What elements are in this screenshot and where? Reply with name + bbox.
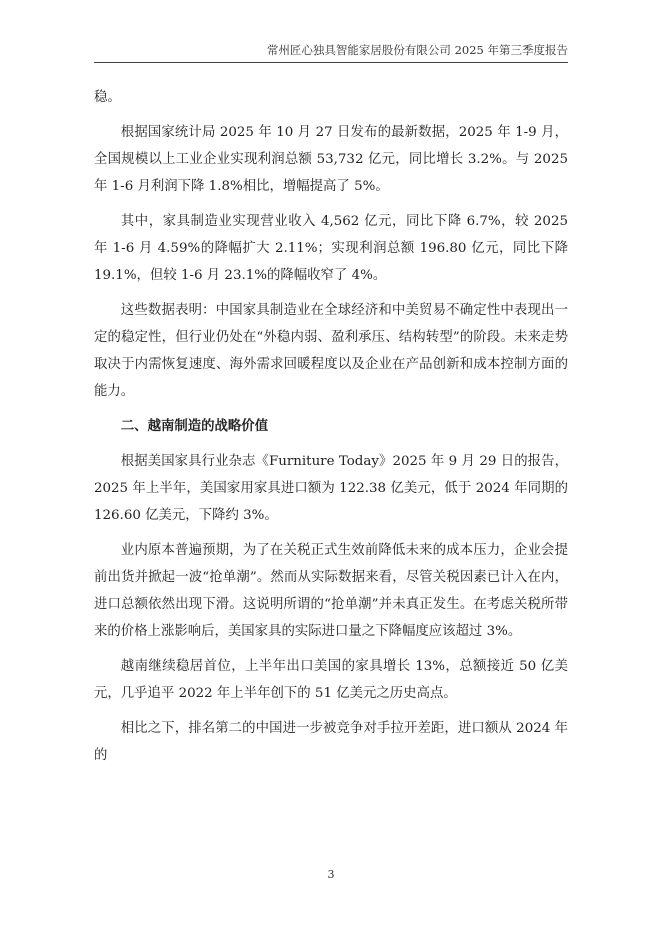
page-number: 3	[327, 868, 335, 881]
paragraph-industrial-profits: 根据国家统计局 2025 年 10 月 27 日发布的最新数据，2025 年 1-9 月，全国规模以上工业企业实现利润总额 53,732 亿元，同比增长 3.2%。与 2025 年 1-6 月利润下降 1.8%相比，增幅提高了 5%。	[94, 125, 568, 194]
paragraph-data-conclusion: 这些数据表明：中国家具制造业在全球经济和中美贸易不确定性中表现出一定的稳定性，但行业仍处在“外稳内弱、盈利承压、结构转型”的阶段。未来走势取决于内需恢复速度、海外需求回暖程度以及企业在产品创新和成本控制方面的能力。	[94, 303, 568, 399]
paragraph-vietnam-exports: 越南继续稳居首位，上半年出口美国的家具增长 13%，总额接近 50 亿美元，几乎追平 2022 年上半年创下的 51 亿美元之历史高点。	[94, 659, 568, 701]
page-header: 常州匠心独具智能家居股份有限公司 2025 年第三季度报告	[94, 42, 568, 63]
paragraph-us-imports: 根据美国家具行业杂志《Furniture Today》2025 年 9 月 29 日的报告，2025 年上半年，美国家用家具进口额为 122.38 亿美元，低于 2024 年同期的 126.60 亿美元，下降约 3%。	[94, 454, 568, 523]
page-body	[94, 84, 568, 777]
paragraph-continuation: 稳。	[94, 90, 121, 105]
paragraph-china-comparison: 相比之下，排名第二的中国进一步被竞争对手拉开差距，进口额从 2024 年的	[94, 721, 568, 763]
paragraph-order-rush: 业内原本普遍预期，为了在关税正式生效前降低未来的成本压力，企业会提前出货并掀起一波“抢单潮”。然而从实际数据来看，尽管关税因素已计入在内，进口总额依然出现下滑。这说明所谓的“抢单潮”并未真正发生。在考虑关税所带来的价格上涨影响后，美国家具的实际进口量之下降幅度应该超过 3%。	[94, 543, 568, 639]
section-heading: 二、越南制造的战略价值	[120, 419, 269, 434]
paragraph-furniture-revenue: 其中，家具制造业实现营业收入 4,562 亿元，同比下降 6.7%，较 2025 年 1-6 月 4.59%的降幅扩大 2.11%；实现利润总额 196.80 亿元，同比下降 19.1%，但较 1-6 月 23.1%的降幅收窄了 4%。	[94, 214, 568, 283]
